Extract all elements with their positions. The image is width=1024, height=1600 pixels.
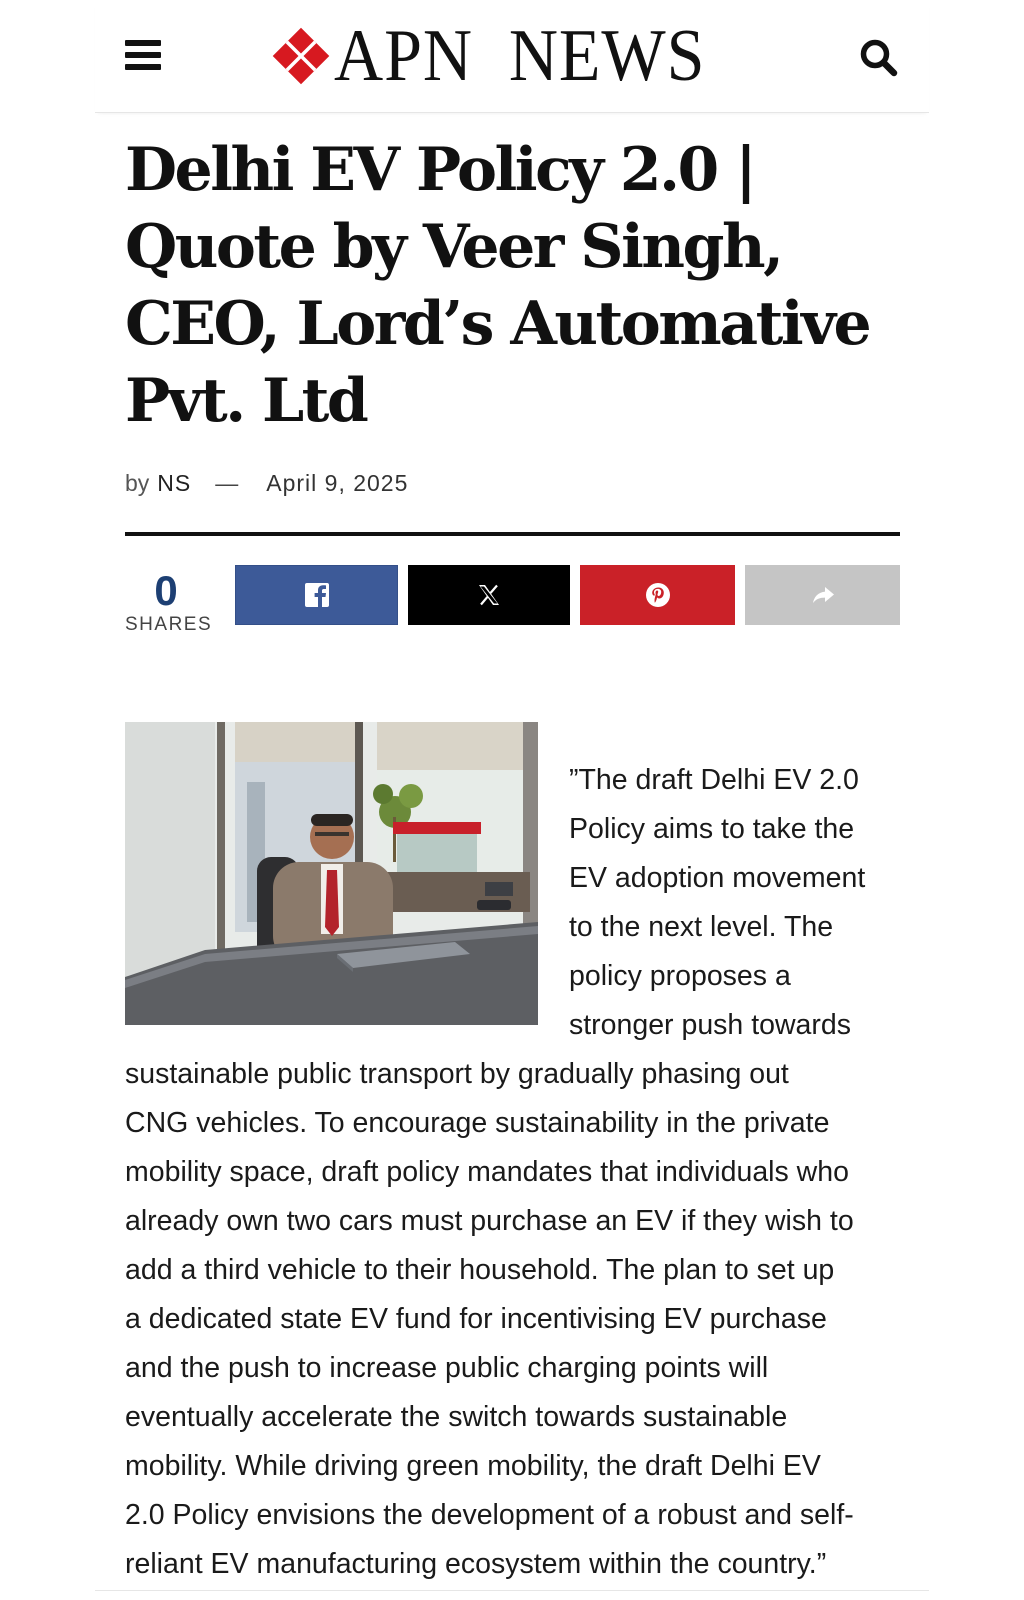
share-count-label: SHARES	[125, 614, 213, 635]
body-line: already own two cars must purchase an EV if they wish to	[125, 1205, 854, 1237]
author-link[interactable]: NS	[157, 470, 192, 496]
facebook-icon	[303, 581, 331, 609]
title-line: CEO, Lord’s Automative	[125, 289, 870, 359]
title-line: Pvt. Ltd	[125, 366, 367, 436]
body-line: 2.0 Policy envisions the development of a robust and self-	[125, 1499, 854, 1531]
title-line: Delhi EV Policy 2.0 |	[125, 135, 755, 205]
share-count-number: 0	[154, 567, 178, 614]
byline-prefix: by	[125, 470, 150, 496]
body-line: CNG vehicles. To encourage sustainability in the private	[125, 1107, 830, 1139]
bottom-divider	[95, 1590, 929, 1591]
site-header	[95, 0, 929, 113]
article-meta	[125, 470, 408, 497]
body-line: to the next level. The	[569, 911, 834, 943]
body-line: eventually accelerate the switch towards sustainable	[125, 1401, 788, 1433]
body-line: policy proposes a	[569, 960, 791, 992]
body-line: a dedicated state EV fund for incentivising EV purchase	[125, 1303, 827, 1335]
pinterest-icon	[644, 581, 672, 609]
body-line: sustainable public transport by gradually phasing out	[125, 1058, 789, 1090]
body-line: Policy aims to take the	[569, 813, 855, 845]
body-line: add a third vehicle to their household. The plan to set up	[125, 1254, 835, 1286]
title-divider	[125, 532, 900, 536]
article-title	[125, 132, 915, 440]
body-line: ”The draft Delhi EV 2.0	[569, 764, 859, 796]
site-logo[interactable]	[270, 15, 738, 97]
search-icon[interactable]	[858, 37, 900, 79]
body-line: stronger push towards	[569, 1009, 851, 1041]
body-line: reliant EV manufacturing ecosystem within the country.”	[125, 1548, 827, 1580]
body-line: EV adoption movement	[569, 862, 866, 894]
article-body	[125, 756, 915, 1589]
meta-separator: —	[215, 470, 239, 496]
body-line: and the push to increase public charging points will	[125, 1352, 769, 1384]
body-line: mobility. While driving green mobility, the draft Delhi EV	[125, 1450, 821, 1482]
share-pinterest-button[interactable]	[580, 565, 735, 625]
share-arrow-icon	[809, 581, 837, 609]
publish-date: April 9, 2025	[266, 470, 409, 496]
share-facebook-button[interactable]	[235, 565, 398, 625]
title-line: Quote by Veer Singh,	[125, 212, 782, 282]
body-line: mobility space, draft policy mandates that individuals who	[125, 1156, 849, 1188]
logo-diamond-icon	[270, 25, 332, 87]
hamburger-menu-icon[interactable]	[125, 40, 163, 72]
share-more-button[interactable]	[745, 565, 900, 625]
logo-text: APN NEWS	[334, 15, 706, 97]
x-twitter-icon	[475, 581, 503, 609]
share-counter	[125, 567, 213, 636]
share-x-button[interactable]	[408, 565, 570, 625]
